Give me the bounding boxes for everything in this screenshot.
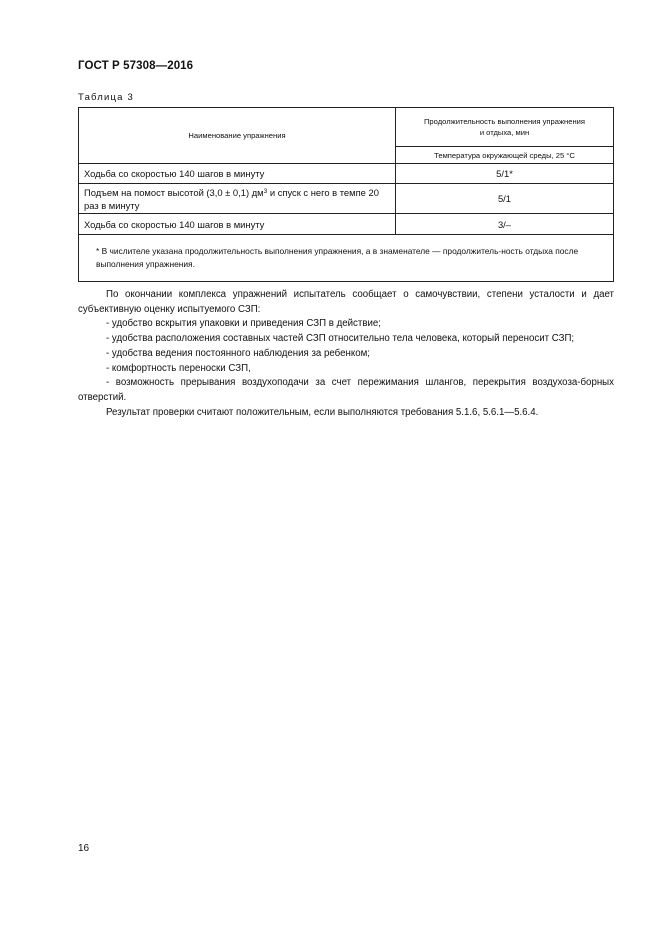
footnote-text: * В числителе указана продолжительность выполнения упражнения, а в знаменателе — продолжитель-ность отдыха после выполнения упражнения. [96, 245, 579, 269]
exercise-name-part2: и спуск с него в темпе 20 раз в минуту [84, 186, 379, 211]
exercise-name-cell: Ходьба со скоростью 140 шагов в минуту [79, 164, 396, 184]
exercise-name-part1: Подъем на помост высотой (3,0 ± 0,1) дм [84, 186, 264, 198]
body-text [78, 288, 614, 420]
column-header-duration-line1: Продолжительность выполнения упражнения [423, 116, 586, 126]
column-header-duration-line2: и отдыха, мин [479, 128, 530, 137]
document-code: ГОСТ Р 57308—2016 [78, 60, 194, 72]
list-item: - комфортность переноски СЗП, [106, 362, 251, 374]
list-item: - удобства расположения составных частей СЗП относительно тела человека, который переносит СЗП; [106, 333, 575, 345]
table-footnote-row [79, 235, 614, 282]
column-header-duration [396, 108, 614, 147]
duration-value-cell: 3/– [396, 214, 614, 235]
paragraph-result: Результат проверки считают положительным, если выполняются требования 5.1.6, 5.6.1—5.6.4. [106, 406, 539, 418]
table-row [79, 184, 614, 214]
page-number: 16 [78, 843, 90, 854]
table-row [79, 214, 614, 235]
duration-value-cell: 5/1 [396, 184, 614, 214]
column-header-exercise-name: Наименование упражнения [79, 108, 396, 164]
paragraph-intro: По окончании комплекса упражнений испытатель сообщает о самочувствии, степени усталости и дает субъективную оценку испытуемого СЗП: [78, 289, 614, 315]
exercise-name-superscript: 3 [263, 187, 268, 195]
table-footnote [79, 235, 614, 282]
exercise-table [78, 107, 614, 282]
exercise-name-cell: Ходьба со скоростью 140 шагов в минуту [79, 214, 396, 235]
table-caption: Таблица 3 [78, 92, 134, 103]
table-row [79, 164, 614, 184]
list-item: - удобства ведения постоянного наблюдения за ребенком; [106, 347, 370, 359]
duration-value-cell: 5/1* [396, 164, 614, 184]
list-item: - удобство вскрытия упаковки и приведения СЗП в действие; [106, 318, 381, 330]
column-header-temperature: Температура окружающей среды, 25 °С [396, 147, 614, 164]
exercise-name-cell [79, 184, 396, 214]
list-item: - возможность прерывания воздухоподачи за счет пережимания шлангов, перекрытия воздухоза-борных отверстий. [78, 377, 614, 403]
